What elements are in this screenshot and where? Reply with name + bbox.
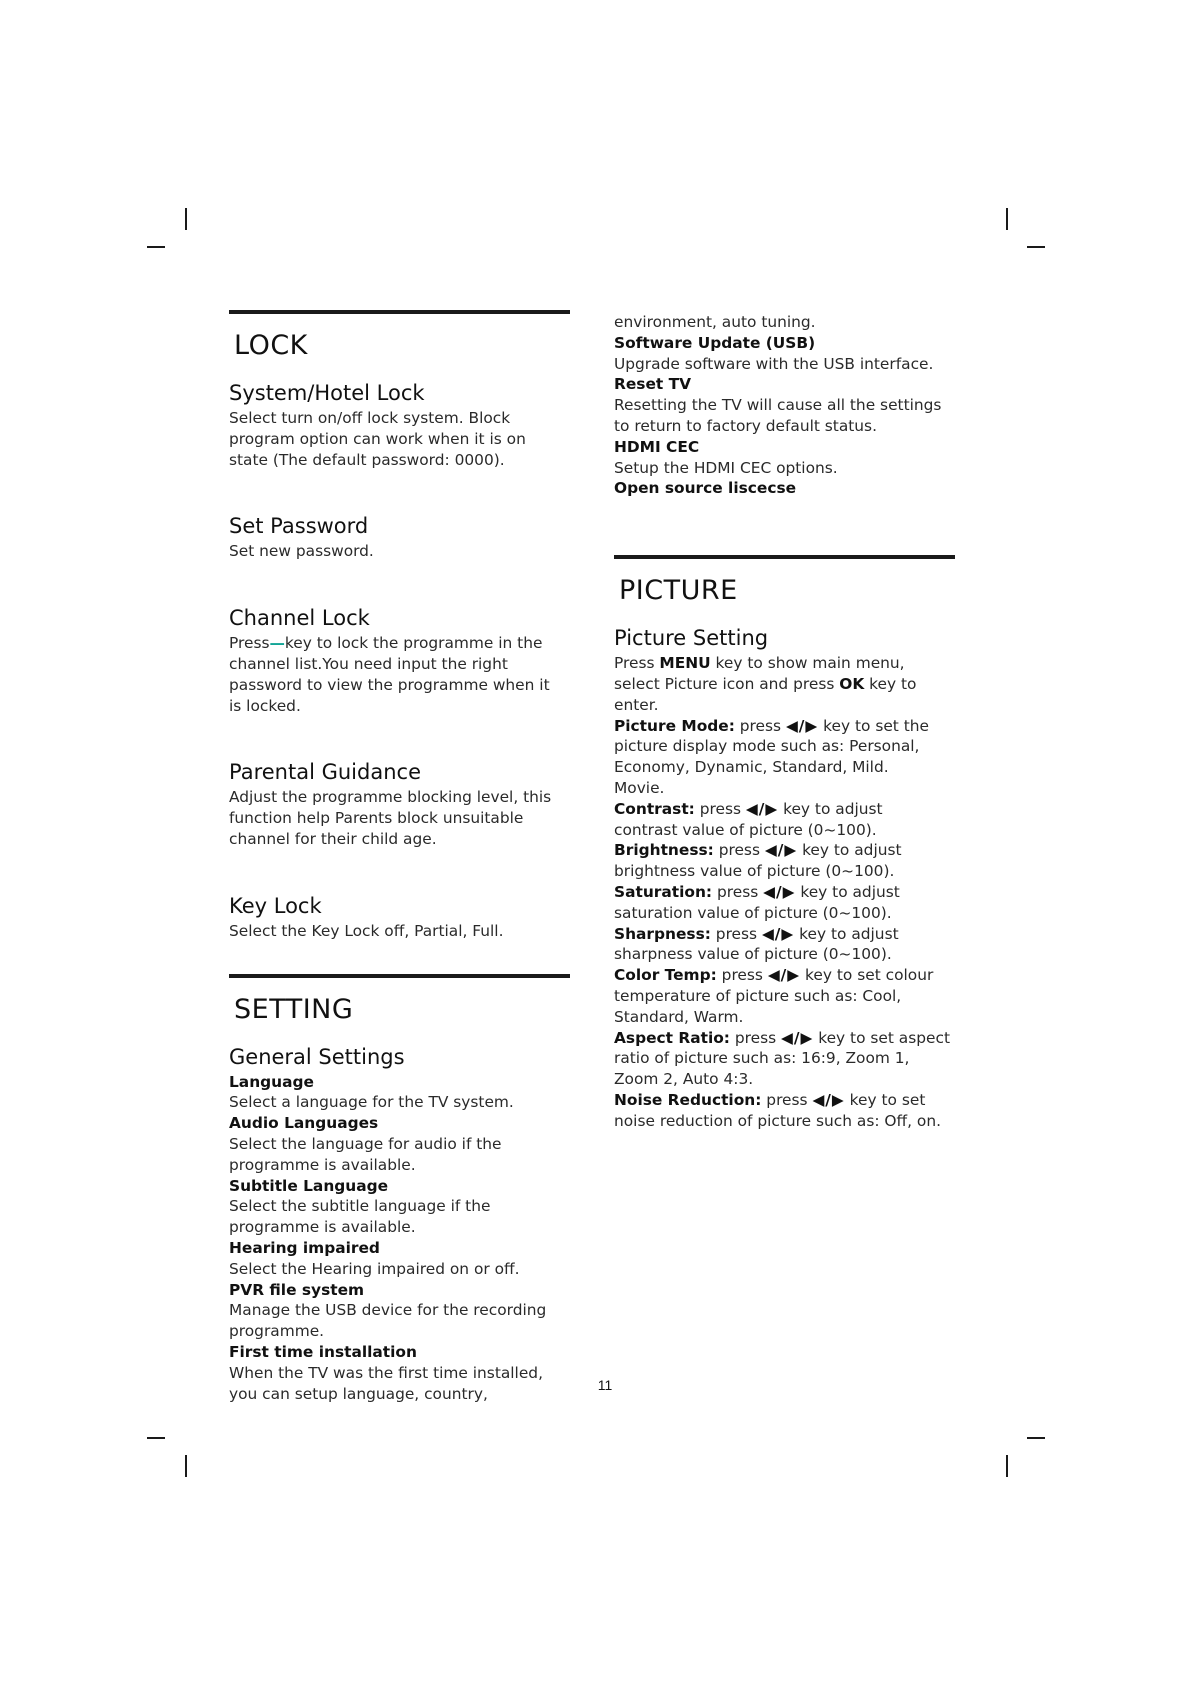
text-rest: key to lock the programme in the (284, 634, 543, 653)
setting-item-title: Subtitle Language (229, 1176, 389, 1195)
body-line: you can setup language, country, (229, 1384, 488, 1403)
subsection-title-channel-lock: Channel Lock (229, 606, 370, 631)
text: press (694, 799, 746, 818)
text: key to set the (818, 716, 929, 735)
text: Press (614, 654, 660, 673)
setting-item-title: Audio Languages (229, 1114, 379, 1133)
body-line: noise reduction of picture such as: Off, on. (614, 1111, 941, 1130)
general-settings-list (229, 1072, 572, 1405)
section-title-setting: SETTING (234, 993, 354, 1025)
left-right-arrow-icon: ◀/▶ (745, 799, 779, 818)
body-line: Movie. (614, 778, 665, 797)
setting-item-title: Language (229, 1072, 314, 1091)
mode-label: Saturation: (614, 882, 713, 901)
body-line: Manage the USB device for the recording (229, 1301, 547, 1320)
crop-mark-bottom-left-v (185, 1455, 187, 1477)
body-line (229, 633, 572, 654)
crop-mark-top-right-v (1006, 208, 1008, 230)
body-line: channel list.You need input the right (229, 654, 508, 673)
text: press (761, 1090, 813, 1109)
crop-mark-bottom-right-v (1006, 1455, 1008, 1477)
body-line: sharpness value of picture (0~100). (614, 945, 892, 964)
subsection-title-set-password: Set Password (229, 514, 369, 539)
subsection-title-key-lock: Key Lock (229, 893, 322, 918)
mode-label: Sharpness: (614, 924, 711, 943)
subsection-title-general-settings: General Settings (229, 1044, 405, 1069)
section-title-picture: PICTURE (619, 575, 738, 607)
body-line: programme. (229, 1322, 325, 1341)
body-line: Select the subtitle language if the (229, 1197, 491, 1216)
body-line: Upgrade software with the USB interface. (614, 354, 934, 373)
text: key to adjust (778, 799, 883, 818)
body-line: Set new password. (229, 542, 374, 561)
crop-mark-top-left-v (185, 208, 187, 230)
text: press (710, 924, 762, 943)
body-line: Select the language for audio if the (229, 1134, 502, 1153)
setting-item-title: Hearing impaired (229, 1238, 380, 1257)
text: key to show main menu, (710, 654, 905, 673)
body-line: Select the Hearing impaired on or off. (229, 1259, 520, 1278)
left-right-arrow-icon: ◀/▶ (764, 841, 798, 860)
section-title-lock: LOCK (234, 330, 308, 361)
body-line: Economy, Dynamic, Standard, Mild. (614, 758, 889, 777)
text-press: Press (229, 634, 270, 653)
picture-modes-list (614, 716, 959, 1132)
picture-mode-line (614, 1028, 959, 1049)
menu-key-label: MENU (659, 654, 711, 673)
crop-mark-bottom-right-h (1027, 1437, 1045, 1439)
body-line: Standard, Warm. (614, 1007, 744, 1026)
body-line: channel for their child age. (229, 829, 437, 848)
text: press (712, 882, 764, 901)
left-right-arrow-icon: ◀/▶ (785, 716, 819, 735)
crop-mark-bottom-left-h (147, 1437, 165, 1439)
setting-item-title: First time installation (229, 1342, 417, 1361)
text: key to adjust (797, 841, 902, 860)
setting-item-title: Open source liscecse (614, 479, 797, 498)
text: key to adjust (794, 924, 899, 943)
body-line: ratio of picture such as: 16:9, Zoom 1, (614, 1049, 910, 1068)
text: press (713, 841, 765, 860)
settings-list-continued (614, 333, 959, 499)
body-line: is locked. (229, 696, 301, 715)
text: key to set colour (800, 966, 934, 985)
body-line: password to view the programme when it (229, 675, 550, 694)
left-right-arrow-icon: ◀/▶ (767, 966, 801, 985)
section-rule (614, 555, 955, 559)
subsection-title-system-hotel-lock: System/Hotel Lock (229, 381, 425, 405)
body-line (614, 674, 959, 695)
body-line: Setup the HDMI CEC options. (614, 458, 838, 477)
body-line: Resetting the TV will cause all the settings (614, 396, 942, 415)
subsection-title-picture-setting: Picture Setting (614, 626, 769, 651)
body-line: to return to factory default status. (614, 416, 877, 435)
mode-label: Brightness: (614, 841, 714, 860)
setting-item-title: Reset TV (614, 375, 692, 394)
mode-label: Aspect Ratio: (614, 1028, 730, 1047)
mode-label: Noise Reduction: (614, 1090, 762, 1109)
mode-label: Picture Mode: (614, 716, 735, 735)
right-column (614, 312, 959, 1132)
body-line: Select a language for the TV system. (229, 1093, 514, 1112)
body-line: When the TV was the first time installed, (229, 1363, 543, 1382)
section-rule (229, 310, 570, 314)
body-line: temperature of picture such as: Cool, (614, 986, 902, 1005)
text: press (716, 966, 768, 985)
text: key to (864, 674, 917, 693)
picture-mode-line (614, 965, 959, 986)
crop-mark-top-right-h (1027, 246, 1045, 248)
body-line: program option can work when it is on (229, 429, 526, 448)
green-key-icon: — (269, 634, 285, 653)
left-right-arrow-icon: ◀/▶ (761, 924, 795, 943)
left-column (229, 310, 572, 1404)
mode-label: Color Temp: (614, 966, 717, 985)
text: press (734, 716, 786, 735)
ok-key-label: OK (839, 674, 865, 693)
body-line: brightness value of picture (0~100). (614, 862, 895, 881)
text: press (729, 1028, 782, 1047)
body-line: programme is available. (229, 1155, 416, 1174)
body-line (614, 653, 959, 674)
section-rule (229, 974, 570, 978)
left-right-arrow-icon: ◀/▶ (781, 1028, 814, 1047)
text: select Picture icon and press (614, 674, 840, 693)
picture-mode-line (614, 1090, 959, 1111)
setting-item-title: Software Update (USB) (614, 333, 816, 352)
body-line: Adjust the programme blocking level, this (229, 788, 552, 807)
mode-label: Contrast: (614, 799, 695, 818)
body-line: enter. (614, 695, 659, 714)
body-line: Zoom 2, Auto 4:3. (614, 1070, 754, 1089)
body-line: Select turn on/off lock system. Block (229, 409, 511, 427)
setting-item-title: PVR file system (229, 1280, 365, 1299)
left-right-arrow-icon: ◀/▶ (812, 1090, 845, 1109)
body-line: programme is available. (229, 1218, 416, 1237)
picture-mode-line (614, 924, 959, 945)
picture-mode-line (614, 716, 959, 737)
body-line: Select the Key Lock off, Partial, Full. (229, 921, 504, 940)
body-line: environment, auto tuning. (614, 313, 816, 331)
text: key to set (844, 1090, 926, 1109)
body-line: function help Parents block unsuitable (229, 809, 524, 828)
picture-mode-line (614, 840, 959, 861)
page-number: 11 (597, 1377, 613, 1393)
crop-mark-top-left-h (147, 246, 165, 248)
body-line: state (The default password: 0000). (229, 450, 505, 469)
body-line: picture display mode such as: Personal, (614, 737, 920, 756)
text: key to set aspect (813, 1028, 950, 1047)
text: key to adjust (795, 882, 900, 901)
picture-mode-line (614, 882, 959, 903)
body-line: contrast value of picture (0~100). (614, 820, 877, 839)
picture-mode-line (614, 799, 959, 820)
left-right-arrow-icon: ◀/▶ (763, 882, 796, 901)
subsection-title-parental-guidance: Parental Guidance (229, 760, 421, 785)
setting-item-title: HDMI CEC (614, 437, 700, 456)
body-line: saturation value of picture (0~100). (614, 903, 892, 922)
